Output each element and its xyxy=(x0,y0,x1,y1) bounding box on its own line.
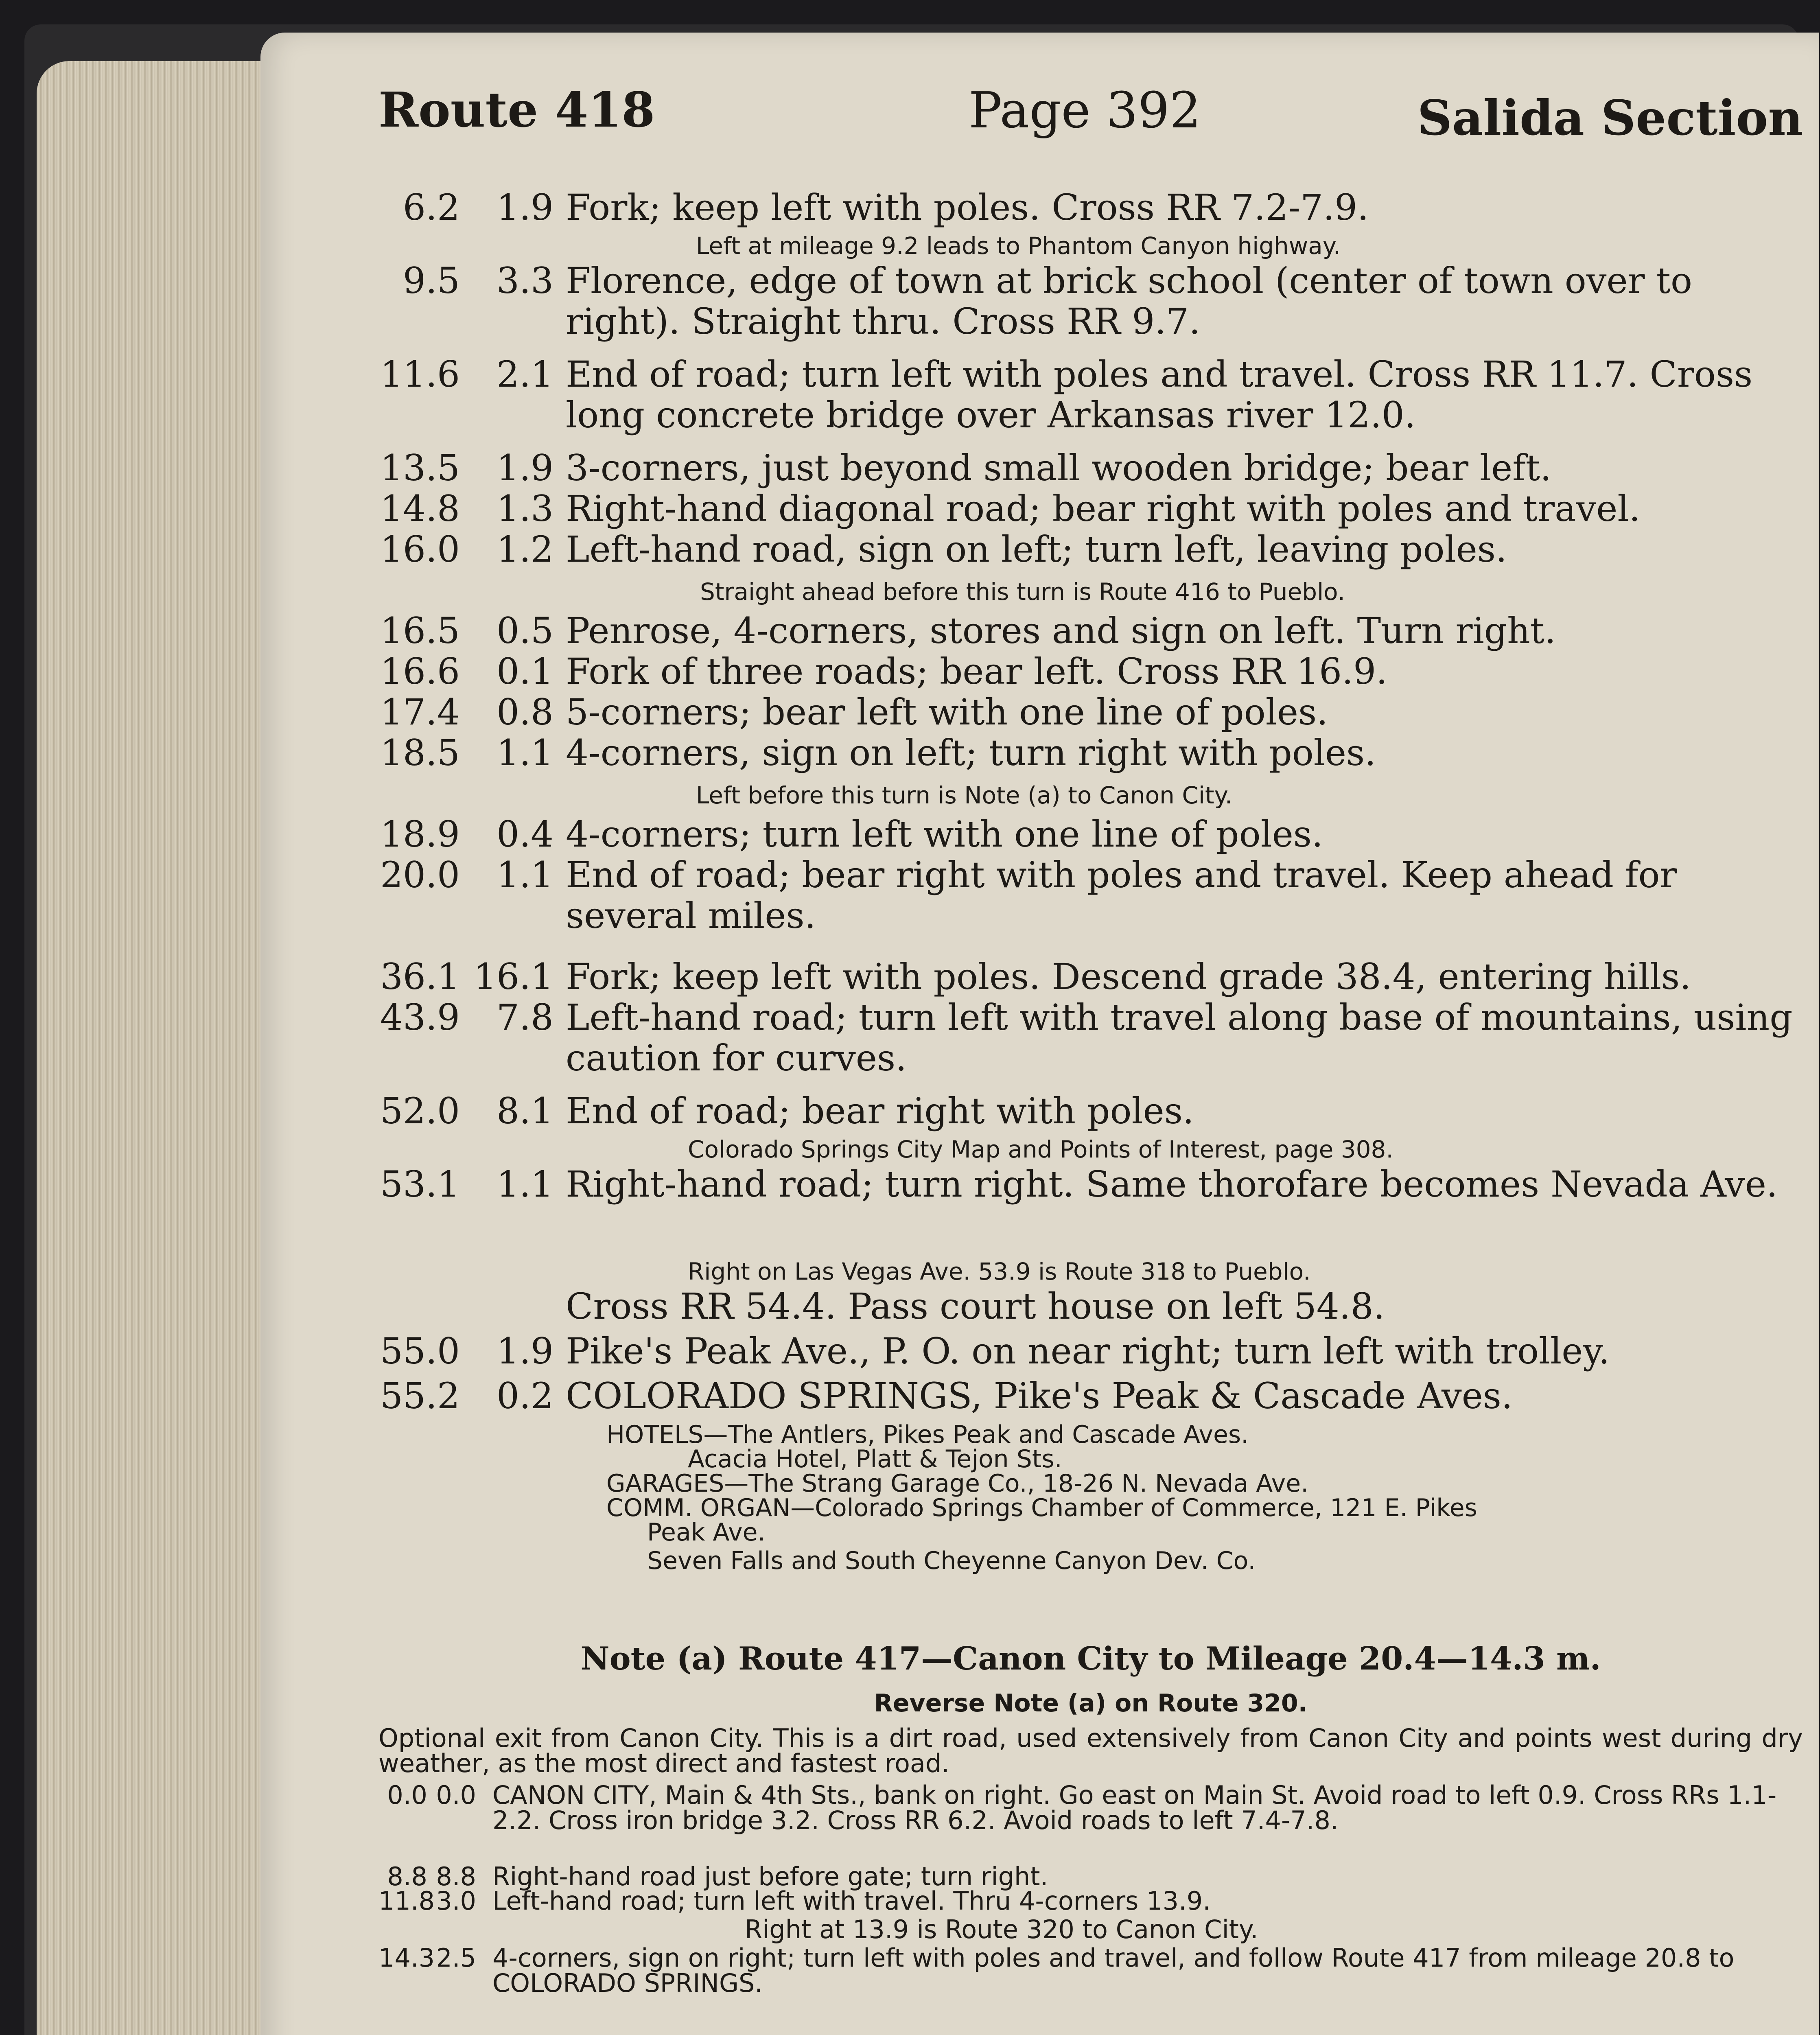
sub-note: Left at mileage 9.2 leads to Phantom Canyon highway. xyxy=(696,232,1341,260)
note-a-intro: Optional exit from Canon City. This is a dirt road, used extensively from Canon City and points west during dry weather, as the most direct and fastest road. xyxy=(378,1723,1803,1778)
note-a-title: Note (a) Route 417—Canon City to Mileage 20.4—14.3 m. xyxy=(580,1640,1601,1677)
hotel-line: GARAGES—The Strang Garage Co., 18-26 N. Nevada Ave. xyxy=(606,1469,1309,1498)
hotel-line: Acacia Hotel, Platt & Tejon Sts. xyxy=(688,1445,1062,1473)
header-section: Salida Section xyxy=(1417,90,1803,146)
sub-note: Straight ahead before this turn is Route 416 to Pueblo. xyxy=(700,578,1345,606)
sub-note: Right on Las Vegas Ave. 53.9 is Route 318 to Pueblo. xyxy=(688,1258,1311,1285)
sub-note: Colorado Springs City Map and Points of Interest, page 308. xyxy=(688,1136,1393,1163)
hotel-line: COMM. ORGAN—Colorado Springs Chamber of Commerce, 121 E. Pikes xyxy=(606,1494,1477,1522)
note-a-reverse: Reverse Note (a) on Route 320. xyxy=(874,1689,1308,1718)
page-content: Route 418 Page 392 Salida Section 6.2 1.9 Fork; keep left with poles. Cross RR 7.2-7.9. Left at mileage 9.2 leads to Phantom Canyon highway. 9.5 3.3 Florence, edge of town at brick school (center of town over to right). Straight thru. Cross RR 9.7. 11.6 2.1 End of road; turn left with poles and travel. Cross RR 11.7. Cross long concrete bridge over Arkansas river 12.0. 13.5 1.9 3-corners, just beyond small wooden bridge; bear left. 14.8 1.3 Right-hand diagonal road; bear right with poles and travel. 16.0 1.2 Left-hand road, sign on left; turn left, leaving poles. Straight ahead before this turn is Route 416 to Pueblo. 16.5 0.5 Penrose, 4-corners, stores and sign on left. Turn right. 16.6 0.1 Fork of three roads; bear left. Cross RR 16.9. 17.4 0.8 5-corners; bear left with one line of poles. 18.5 1.1 4-corners, sign on left; turn right with poles. Left before this turn is Note (a) to Canon City. 18.9 0.4 4-corners; turn left with one line of poles. 20.0 1.1 End of road; bear right with poles and travel. Keep ahead for several miles. 36.1 16.1 Fork; keep left with poles. Descend grade 38.4, entering hills. 43.9 7.8 Left-hand road; turn left with travel along base of mountains, using caution for curves. 52.0 8.1 End of road; bear right with poles. Colorado Springs City Map and Points of Interest, page 308. 53.1 1.1 Right-hand road; turn right. Same thorofare becomes Nevada Ave. Right on Las Vegas Ave. 53.9 is Route 318 to Pueblo. Cross RR 54.4. Pass court house on left 54.8. 55.0 1.9 Pike's Peak Ave., P. O. on near right; turn left with trolley. 55.2 0.2 COLORADO SPRINGS, Pike's Peak & Cascade Aves. HOTELS—The Antlers, Pikes Peak and Cascade Aves. Acacia Hotel, Platt & Tejon Sts. GARAGES—The Strang Garage Co., 18-26 N. Nevada Ave. COMM. ORGAN—Colorado Springs Chamber of Commerce, 121 E. Pikes Peak Ave. Seven Falls and South Cheyenne Canyon Dev. Co. Note (a) Route 417—Canon City to Mileage 20.4—14.3 m. Reverse Note (a) on Route 320. Optional exit from Canon City. This is a dirt road, used extensively from Canon City and points west during dry weather, as the most direct and fastest road. 0.0 0.0 CANON CITY, Main & 4th Sts., bank on right. Go east on Main St. Avoid road to left 0.9. Cross RRs 1.1-2.2. Cross iron bridge 3.2. Cross RR 6.2. Avoid roads to left 7.4-7.8. 8.8 8.8 Right-hand road just before gate; turn right. 11.8 3.0 Left-hand road; turn left with travel. Thru 4-corners 13.9. Right at 13.9 is Route 320 to Canon City. 14.3 2.5 4-corners, sign on right; turn left with poles and travel, and follow Route 417 from mileage 20.8 to COLORADO SPRINGS. xyxy=(378,81,1803,1998)
header-page: Page 392 xyxy=(969,81,1201,139)
hotel-line: Seven Falls and South Cheyenne Canyon Dev. Co. xyxy=(647,1547,1256,1575)
hotel-line: Peak Ave. xyxy=(647,1518,766,1547)
note-a-subnote: Right at 13.9 is Route 320 to Canon City. xyxy=(745,1915,1258,1944)
note-a-line: 0.0 0.0 CANON CITY, Main & 4th Sts., bank on right. Go east on Main St. Avoid road to left 0.9. Cross RRs 1.1-2.2. Cross iron bridge 3.2. Cross RR 6.2. Avoid roads to left 7.4-7.8. xyxy=(387,1780,1777,1835)
header-route: Route 418 xyxy=(378,81,655,138)
sub-note: Left before this turn is Note (a) to Canon City. xyxy=(696,781,1233,809)
book-page xyxy=(260,33,1819,2035)
page-header xyxy=(378,81,1803,163)
hotel-line: HOTELS—The Antlers, Pikes Peak and Cascade Aves. xyxy=(606,1420,1249,1449)
page-edges xyxy=(37,61,297,2035)
